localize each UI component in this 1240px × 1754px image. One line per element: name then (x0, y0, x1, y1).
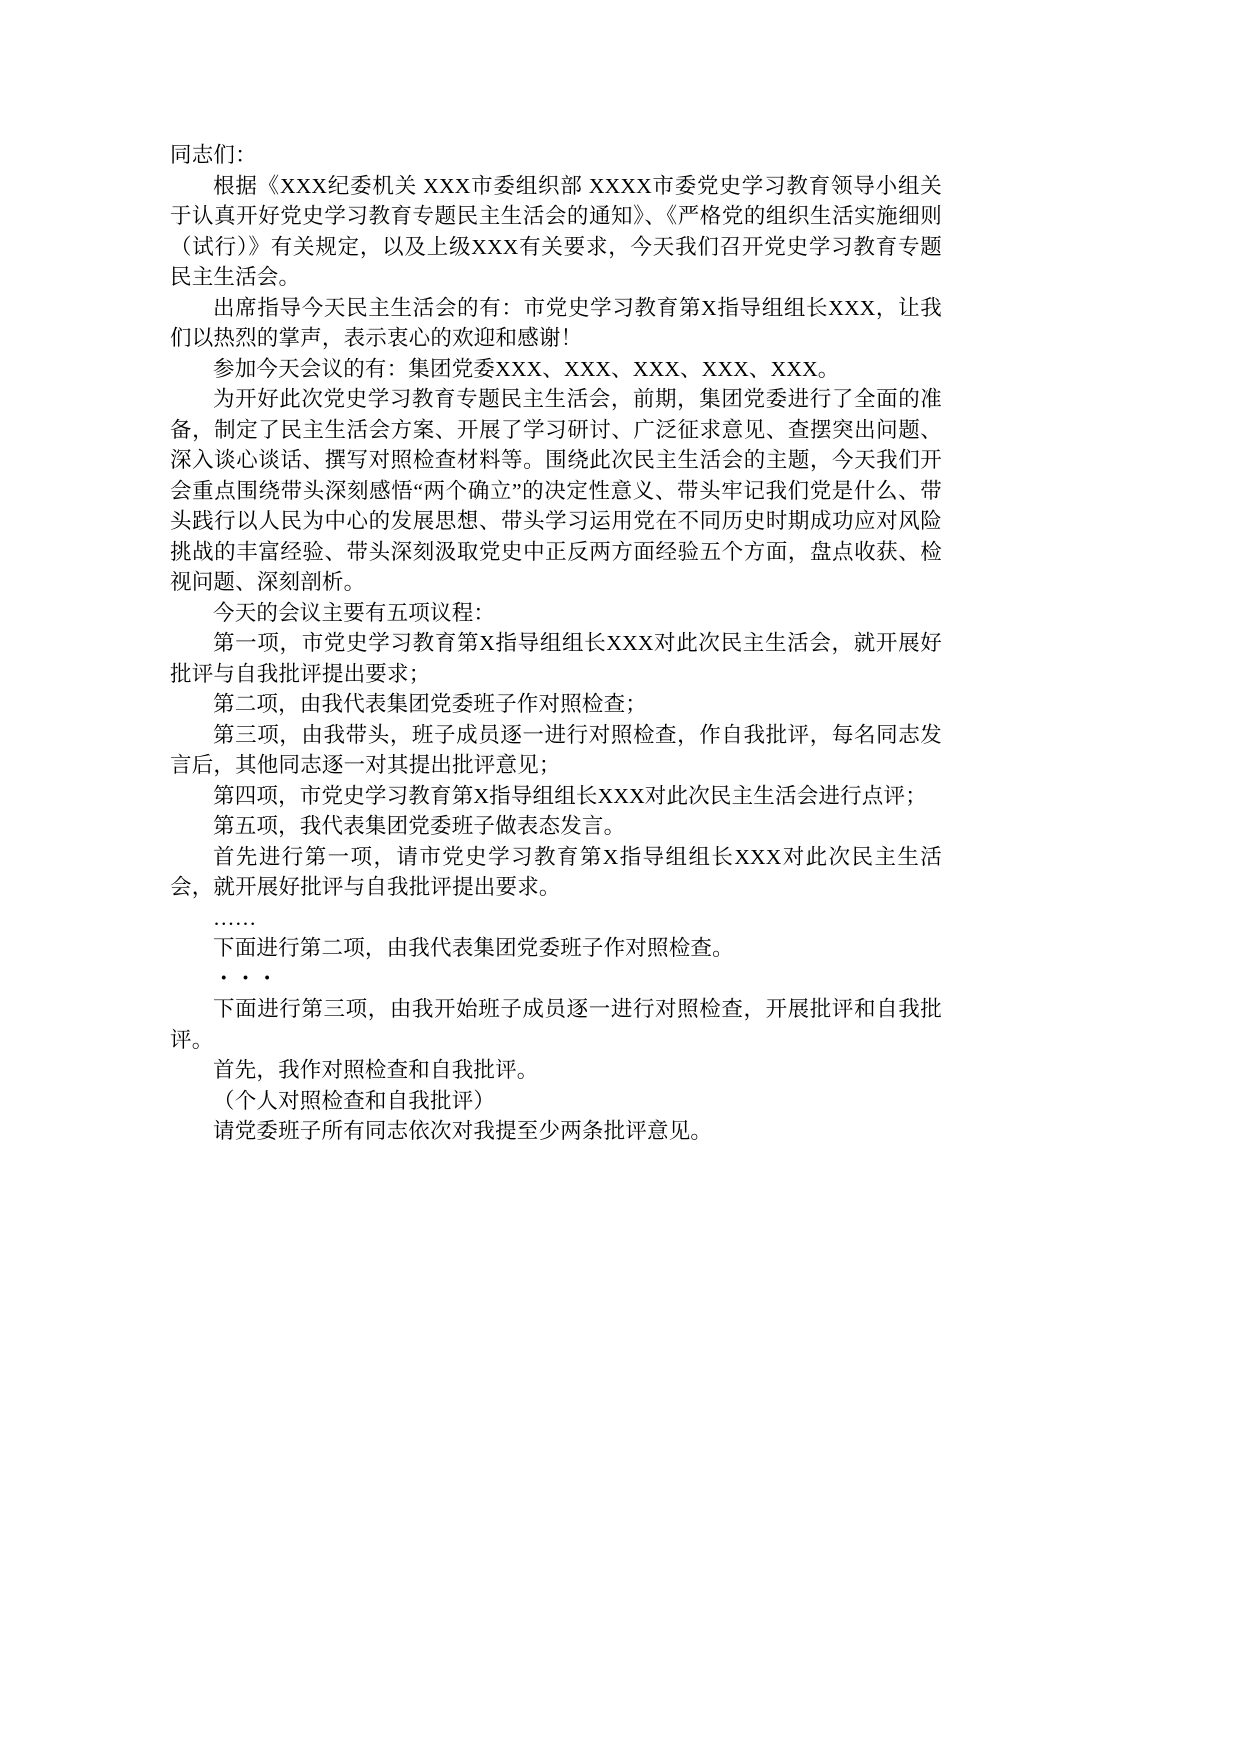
paragraph: 下面进行第二项，由我代表集团党委班子作对照检查。 (213, 936, 734, 960)
paragraph: 第二项，由我代表集团党委班子作对照检查； (213, 692, 648, 716)
document-body (170, 140, 942, 1147)
paragraph: （个人对照检查和自我批评） (213, 1088, 496, 1113)
paragraph: 参加今天会议的有：集团党委XXX、XXX、XXX、XXX、XXX。 (213, 356, 840, 381)
paragraph: 首先进行第一项，请市党史学习教育第X指导组组长XXX对此次民主生活会，就开展好批评与自我批评提出要求。 (170, 844, 942, 899)
paragraph: 第三项，由我带头，班子成员逐一进行对照检查，作自我批评，每名同志发言后，其他同志逐一对其提出批评意见； (170, 722, 942, 777)
paragraph: …… (213, 905, 257, 930)
paragraph: 请党委班子所有同志依次对我提至少两条批评意见。 (213, 1119, 713, 1143)
paragraph: 第五项，我代表集团党委班子做表态发言。 (213, 814, 626, 838)
paragraph: 下面进行第三项，由我开始班子成员逐一进行对照检查，开展批评和自我批评。 (170, 997, 942, 1052)
paragraph: 同志们： (170, 143, 257, 167)
paragraph: 今天的会议主要有五项议程： (213, 600, 496, 625)
paragraph: 根据《XXX纪委机关 XXX市委组织部 XXXX市委党史学习教育领导小组关于认真开好党史学习教育专题民主生活会的通知》、《严格党的组织生活实施细则（试行）》有关规定，以及上级XXX有关要求，今天我们召开党史学习教育专题民主生活会。 (170, 173, 942, 289)
paragraph: 首先，我作对照检查和自我批评。 (213, 1058, 539, 1082)
paragraph: 第一项，市党史学习教育第X指导组组长XXX对此次民主生活会，就开展好批评与自我批评提出要求； (170, 631, 942, 686)
paragraph: 出席指导今天民主生活会的有：市党史学习教育第X指导组组长XXX，让我们以热烈的掌声，表示衷心的欢迎和感谢！ (170, 295, 942, 350)
paragraph: 为开好此次党史学习教育专题民主生活会，前期，集团党委进行了全面的准备，制定了民主生活会方案、开展了学习研讨、广泛征求意见、查摆突出问题、深入谈心谈话、撰写对照检查材料等。围绕此次民主生活会的主题，今天我们开会重点围绕带头深刻感悟“两个确立”的决定性意义、带头牢记我们党是什么、带头践行以人民为中心的发展思想、带头学习运用党在不同历史时期成功应对风险挑战的丰富经验、带头深刻汲取党史中正反两方面经验五个方面，盘点收获、检视问题、深刻剖析。 (170, 387, 942, 594)
paragraph: 第四项，市党史学习教育第X指导组组长XXX对此次民主生活会进行点评； (213, 783, 927, 808)
paragraph: ・・・ (213, 966, 279, 991)
